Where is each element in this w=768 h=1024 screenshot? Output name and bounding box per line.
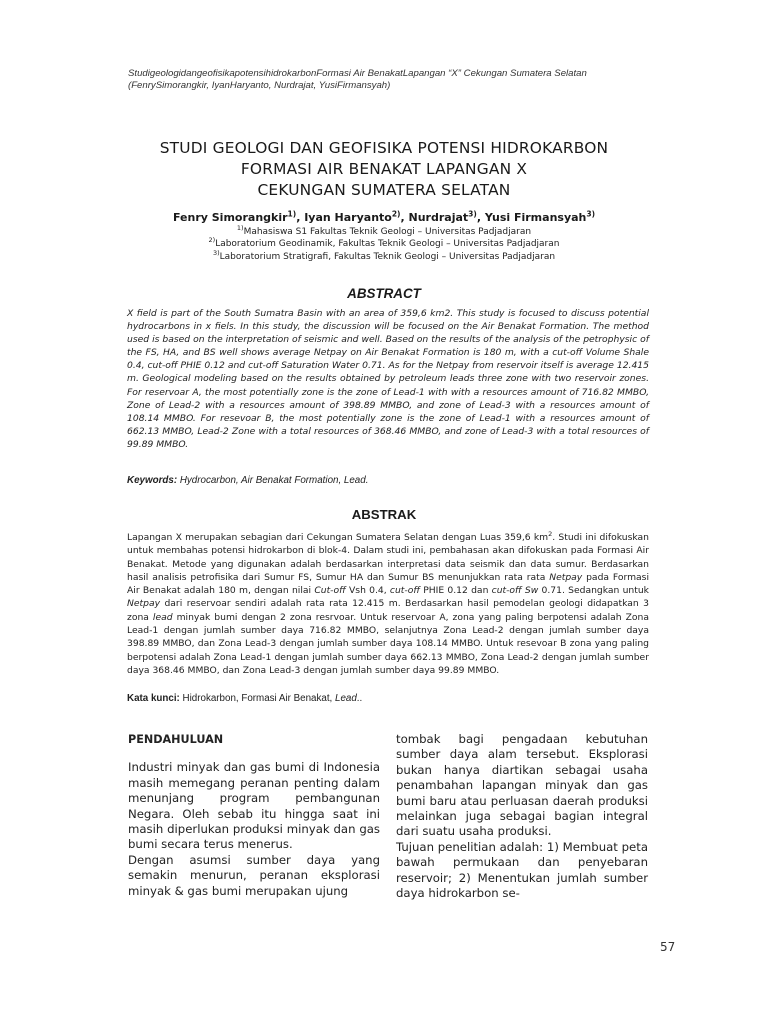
keywords-text: Hydrocarbon, Air Benakat Formation, Lead. <box>179 475 369 486</box>
column-right <box>396 732 648 901</box>
author-name: Iyan Haryanto <box>304 211 392 224</box>
abstrak-term: cut-off <box>389 585 420 597</box>
abstract-body: X field is part of the South Sumatra Basin with an area of 359,6 km2. This study is focused to discuss potential hydrocarbons in x fiels. In this study, the discussion will be focused on the Air Benakat Formation. The method used is based on the interpretation of seismic and well. Based on the results of the analysis of the petrophysic of the FS, HA, and BS well shows average Netpay on Air Benakat Formation is 180 m, with a cut-off Volume Shale 0.4, cut-off PHIE 0.12 and cut-off Saturation Water 0.71. As for the Netpay from reservoir itself is average 12.415 m. Geological modeling based on the results obtained by petroleum leads three zone with two reservoir zones. For reservoar A, the most potentially zone is the zone of Lead-1 with with a resources amount of 716.82 MMBO, Zone of Lead-2 with a resources amount of 398.89 MMBO, and zone of Lead-3 with a resources amount of 108.14 MMBO. For resevoar B, the most potentially zone is the zone of Lead-1 with a resources amount of 662.13 MMBO, Lead-2 Zone with a total resources of 368.46 MMBO, and zone of Lead-3 with a total resources of 99.89 MMBO. <box>127 308 649 450</box>
affiliation-line <box>110 248 658 263</box>
paragraph: Industri minyak dan gas bumi di Indonesia masih memegang peranan penting dalam menunjang program pembangunan Negara. Oleh sebab itu hingga saat ini masih diperlukan produksi minyak dan gas bumi secara terus menerus. <box>128 760 380 852</box>
running-head-title: StudigeologidangeofisikapotensihidrokarbonFormasi Air BenakatLapangan “X” Cekungan Sumatera Selatan <box>128 68 587 79</box>
kata-kunci-text: Hidrokarbon, Formasi Air Benakat, <box>179 693 335 704</box>
affiliation-sup: 2) <box>208 236 216 245</box>
affiliation-sup: 1) <box>236 224 244 232</box>
author-name: Yusi Firmansyah <box>484 211 587 224</box>
kata-kunci-end: .. <box>356 693 363 704</box>
keywords <box>127 475 649 486</box>
abstrak-text: Lapangan X merupakan sebagian dari Cekungan Sumatera Selatan dengan Luas 359,6 km <box>127 532 549 543</box>
author-sup: 2) <box>391 209 401 219</box>
abstrak-term: cut-off Sw <box>491 585 539 597</box>
kata-kunci <box>127 693 649 704</box>
affiliation-line <box>110 226 658 238</box>
abstrak-term: Netpay <box>127 598 161 610</box>
author-sep: , <box>476 211 485 224</box>
abstrak-text: pada Formasi Air Benakat adalah 180 m, dengan nilai <box>127 571 649 597</box>
abstract-heading: ABSTRACT <box>347 286 421 301</box>
author-list <box>110 211 658 224</box>
title-line-2: FORMASI AIR BENAKAT LAPANGAN X <box>240 160 528 178</box>
abstrak-text: PHIE 0.12 dan <box>419 585 492 597</box>
abstrak-text: . Studi ini difokuskan untuk membahas potensi hidrokarbon di blok-4. Dalam studi ini, pembahasan akan difokuskan pada Formasi Air Benakat. Metode yang digunakan adalah berdasarkan interpretasi data seismik dan data sumur. Berdasarkan hasil analisis petrofisika dari Sumur FS, Sumur HA dan Sumur BS menunjukkan rata rata <box>127 532 649 583</box>
title-line-1: STUDI GEOLOGI DAN GEOFISIKA POTENSI HIDROKARBON <box>159 139 609 157</box>
author-sup: 3) <box>468 209 477 219</box>
paragraph: Dengan asumsi sumber daya yang semakin menurun, peranan eksplorasi minyak & gas bumi merupakan ujung <box>128 852 380 898</box>
affiliation-text: Laboratorium Stratigrafi, Fakultas Teknik Geologi – Universitas Padjadjaran <box>219 251 556 262</box>
affiliation-line <box>110 238 658 250</box>
abstrak-text: minyak bumi dengan 2 zona resrvoar. Untuk reservoar A, zona yang paling berpotensi adalah Zona Lead-1 dengan jumlah sumber daya 716.82 MMBO, selanjutnya Zona Lead-2 dengan jumlah sumber daya 398.89 MMBO, dan Zona Lead-3 dengan jumlah sumber daya 108.14 MMBO. Untuk resevoar B zona yang paling berpotensi adalah Zona Lead-1 dengan jumlah sumber daya 662.13 MMBO, Zona Lead-2 dengan jumlah sumber daya 368.46 MMBO, dan Zona Lead-3 dengan jumlah sumber daya 99.89 MMBO. <box>127 611 649 676</box>
kata-kunci-label: Kata kunci: <box>127 693 180 704</box>
abstrak-text: Vsh 0.4, <box>345 585 390 597</box>
author-sep: , <box>400 211 409 224</box>
section-heading-pendahuluan: PENDAHULUAN <box>128 733 224 746</box>
paragraph: Tujuan penelitian adalah: 1) Membuat peta bawah permukaan dan penyebaran reservoir; 2) Menentukan jumlah sumber daya hidrokarbon se- <box>396 839 648 901</box>
author-name: Fenry Simorangkir <box>172 211 288 224</box>
abstrak-text: dari reservoar sendiri adalah rata rata 12.415 m. Berdasarkan hasil pemodelan geologi didapatkan 3 zona <box>127 598 649 623</box>
abstrak-heading: ABSTRAK <box>351 507 417 522</box>
author-sup: 3) <box>586 209 596 219</box>
author-sep: , <box>296 211 305 224</box>
author-sup: 1) <box>287 209 297 219</box>
affiliation-text: Mahasiswa S1 Fakultas Teknik Geologi – Universitas Padjadjaran <box>243 227 532 237</box>
page-number: 57 <box>660 940 676 954</box>
keywords-label: Keywords: <box>127 475 178 486</box>
column-left <box>128 732 380 899</box>
running-head-authors: (FenrySimorangkir, IyanHaryanto, Nurdrajat, YusiFirmansyah) <box>128 80 391 91</box>
affiliation-sup: 3) <box>212 248 220 257</box>
paragraph: tombak bagi pengadaan kebutuhan sumber daya alam tersebut. Eksplorasi bukan hanya diartikan sebagai usaha penambahan lapangan minyak dan gas bumi baru atau perluasan daerah produksi melainkan juga sebagai bagian integral dari suatu usaha produksi. <box>396 732 648 839</box>
abstrak-term: Netpay <box>549 571 583 583</box>
abstrak-sup: 2 <box>548 529 553 538</box>
abstrak-term: lead <box>152 611 173 623</box>
author-name: Nurdrajat <box>408 211 469 224</box>
affiliations <box>110 226 658 263</box>
abstrak-body <box>127 531 649 677</box>
kata-kunci-italic: Lead <box>335 693 357 704</box>
affiliation-text: Laboratorium Geodinamik, Fakultas Teknik Geologi – Universitas Padjadjaran <box>215 239 560 250</box>
running-head <box>128 68 648 92</box>
paper-title <box>110 138 658 201</box>
abstrak-term: Cut-off <box>314 585 346 597</box>
title-line-3: CEKUNGAN SUMATERA SELATAN <box>257 181 511 199</box>
abstrak-text: 0.71. Sedangkan untuk <box>538 585 649 597</box>
